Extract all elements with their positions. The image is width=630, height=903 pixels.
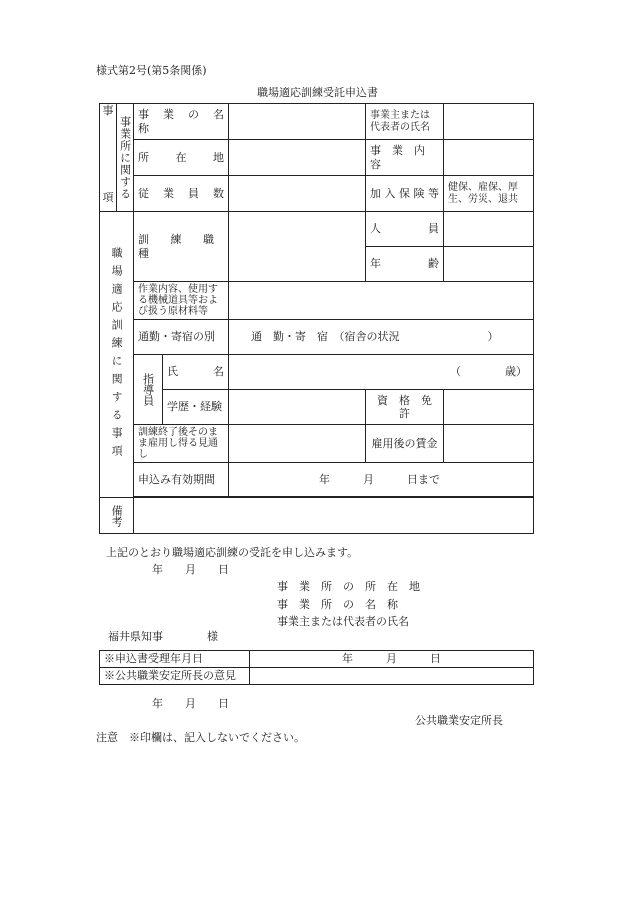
office-date: 年 月 日 [152,697,229,710]
business-content-label: 事 業 内 容 [366,140,444,176]
instructor-label: 指導員 [134,355,163,425]
age-label: 年 齢 [366,247,444,282]
insurance-field[interactable]: 健保、雇保、厚生、労災、退共 [444,176,534,212]
employees-label: 従 業 員 数 [134,176,229,212]
section1-label-outer: 事 項 [100,104,117,212]
owner-name-field[interactable] [444,104,534,140]
application-statement: 上記のとおり職場適応訓練の受託を申し込みます。 [106,546,359,559]
receipt-date-label: ※申込書受理年月日 [100,651,250,668]
business-content-field[interactable] [444,140,534,176]
form-number: 様式第2号(第5条関係) [96,64,207,77]
commute-field[interactable]: 通 勤・寄 宿 （宿舎の状況 ） [229,320,534,355]
address-label: 所 在 地 [134,140,229,176]
address-field[interactable] [229,140,366,176]
qualification-field[interactable] [444,390,534,425]
remarks-field[interactable] [134,498,534,534]
work-content-field[interactable] [229,282,534,320]
work-content-label: 作業内容、使用する機械道具等および扱う原材料等 [134,282,229,320]
commute-label: 通勤・寄宿の別 [134,320,229,355]
office-chief: 公共職業安定所長 [415,714,503,727]
valid-period-field[interactable]: 年 月 日まで [229,463,534,497]
wage-field[interactable] [444,425,534,463]
business-name-field[interactable] [229,104,366,140]
employees-field[interactable] [229,176,366,212]
training-job-label: 訓 練 職 種 [134,212,229,282]
education-label: 学歴・経験 [163,390,229,425]
chief-opinion-field[interactable] [250,668,534,685]
owner-name-label: 事業主または代表者の氏名 [366,104,444,140]
wage-label: 雇用後の賃金 [366,425,444,463]
instructor-name-field[interactable]: （ 歳） [229,355,534,390]
applicant-address-label: 事 業 所 の 所 在 地 [277,580,420,593]
section1-label: 事業所に関する [117,104,134,212]
qualification-label: 資 格 免 許 [366,390,444,425]
applicant-name-label: 事 業 所 の 名 称 [277,598,398,611]
business-name-label: 事 業 の 名 称 [134,104,229,140]
prospect-field[interactable] [229,425,366,463]
training-job-field[interactable] [229,212,366,282]
application-date: 年 月 日 [152,563,229,576]
addressee: 福井県知事 様 [108,630,218,643]
education-field[interactable] [229,390,366,425]
remarks-label: 備考 [100,498,134,534]
note: 注意 ※印欄は、記入しないでください。 [96,731,305,744]
instructor-name-label: 氏 名 [163,355,229,390]
prospect-label: 訓練終了後そのまま雇用し得る見通し [134,425,229,463]
application-table [99,103,534,534]
chief-opinion-label: ※公共職業安定所長の意見 [100,668,250,685]
section2-label: 職場適応訓練に関する事項 [100,212,134,498]
persons-label: 人 員 [366,212,444,247]
insurance-label: 加入保険等 [366,176,444,212]
form-title: 職場適応訓練受託申込書 [257,86,378,99]
receipt-date-field[interactable]: 年 月 日 [250,651,534,668]
persons-field[interactable] [444,212,534,247]
age-field[interactable] [444,247,534,282]
office-use-table [99,650,534,685]
valid-period-label: 申込み有効期間 [134,463,229,497]
applicant-rep-label: 事業主または代表者の氏名 [277,615,409,628]
